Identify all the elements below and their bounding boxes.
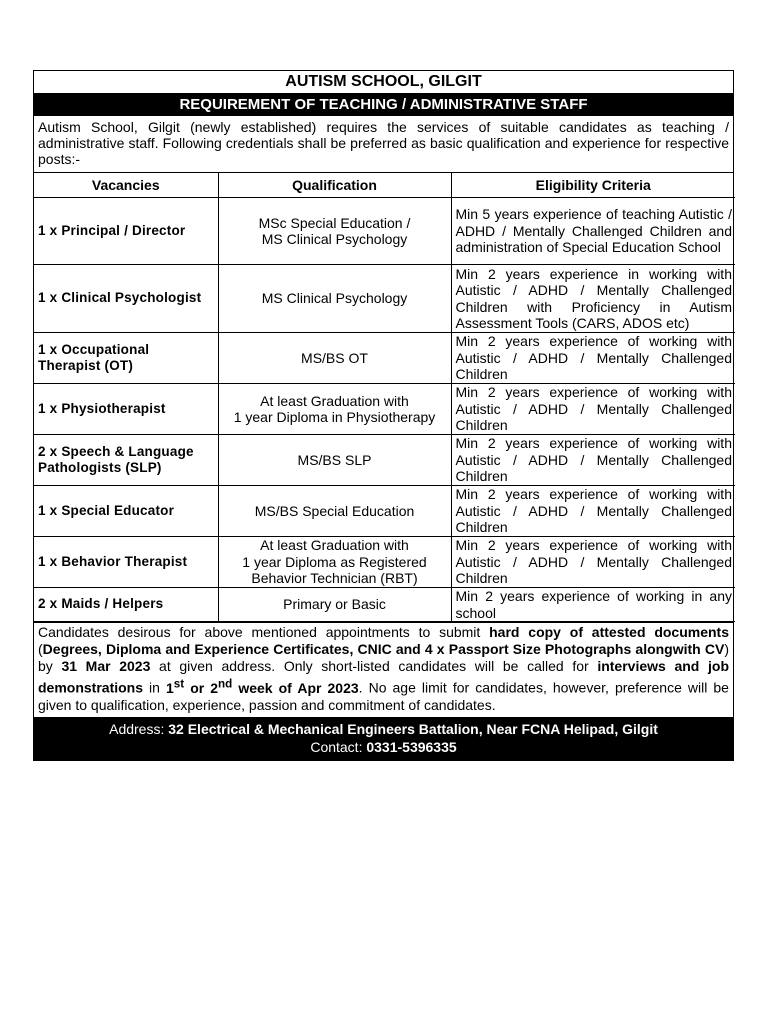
eligibility-cell: Min 2 years experience of working with Autistic / ADHD / Mentally Challenged Children <box>451 537 735 588</box>
instructions-text: at given address. Only short-listed candidates will be called for <box>150 658 598 674</box>
qualification-cell: MSc Special Education / MS Clinical Psychology <box>218 198 451 265</box>
instructions-text: ) by <box>38 641 729 674</box>
qualification-cell: Primary or Basic <box>218 588 451 622</box>
table-row <box>34 588 735 622</box>
table-header-row <box>34 173 735 198</box>
table-row <box>34 333 735 384</box>
eligibility-cell: Min 2 years experience of working with Autistic / ADHD / Mentally Challenged Children <box>451 333 735 384</box>
instructions-bold: hard copy of attested documents <box>489 624 729 640</box>
week-number: 1 <box>166 679 174 696</box>
deadline-date: 31 Mar 2023 <box>61 658 151 674</box>
qualification-cell: At least Graduation with 1 year Diploma as Registered Behavior Technician (RBT) <box>218 537 451 588</box>
qualification-cell: MS Clinical Psychology <box>218 265 451 333</box>
table-row <box>34 537 735 588</box>
instructions-text: Candidates desirous for above mentioned appointments to submit <box>38 624 490 640</box>
ordinal-suffix: st <box>173 677 185 690</box>
table-row <box>34 384 735 435</box>
qualification-cell: At least Graduation with 1 year Diploma in Physiotherapy <box>218 384 451 435</box>
vacancy-cell: 1 x Principal / Director <box>34 198 218 265</box>
instructions-text: ( <box>38 641 43 657</box>
contact-line <box>34 738 733 756</box>
application-instructions <box>34 622 733 717</box>
instructions-text: in <box>143 679 166 696</box>
qualification-cell: MS/BS OT <box>218 333 451 384</box>
instructions-text: . No age limit for candidates, however, preference will be given to qualification, experience, passion and commitment of candidates. <box>38 679 729 713</box>
job-advertisement <box>33 70 734 761</box>
eligibility-cell: Min 2 years experience of working with Autistic / ADHD / Mentally Challenged Children <box>451 435 735 486</box>
table-row <box>34 486 735 537</box>
table-row <box>34 435 735 486</box>
column-header-vacancies: Vacancies <box>34 173 218 198</box>
eligibility-cell: Min 5 years experience of teaching Autistic / ADHD / Mentally Challenged Children and administration of Special Education School <box>451 198 735 265</box>
instructions-bold: interviews and job demonstrations <box>38 658 729 696</box>
vacancy-cell: 2 x Maids / Helpers <box>34 588 218 622</box>
vacancy-cell: 1 x Behavior Therapist <box>34 537 218 588</box>
qualification-cell: MS/BS Special Education <box>218 486 451 537</box>
contact-label: Contact: <box>310 738 367 755</box>
eligibility-cell: Min 2 years experience of working in any school <box>451 588 735 622</box>
column-header-eligibility: Eligibility Criteria <box>451 173 735 198</box>
vacancy-cell: 1 x Clinical Psychologist <box>34 265 218 333</box>
table-row <box>34 265 735 333</box>
week-text: week of Apr 2023 <box>232 679 359 696</box>
school-title: AUTISM SCHOOL, GILGIT <box>34 71 733 94</box>
address-block <box>34 717 733 760</box>
required-documents: Degrees, Diploma and Experience Certificates, CNIC and 4 x Passport Size Photographs alongwith CV <box>42 641 725 657</box>
vacancy-cell: 1 x Physiotherapist <box>34 384 218 435</box>
interview-week <box>166 677 359 696</box>
eligibility-cell: Min 2 years experience in working with Autistic / ADHD / Mentally Challenged Children with Proficiency in Autism Assessment Tools (CARS, ADOS etc) <box>451 265 735 333</box>
vacancy-cell: 1 x Special Educator <box>34 486 218 537</box>
table-row <box>34 198 735 265</box>
vacancy-cell: 1 x Occupational Therapist (OT) <box>34 333 218 384</box>
qualification-cell: MS/BS SLP <box>218 435 451 486</box>
address-line <box>34 720 733 738</box>
vacancies-table <box>34 173 735 622</box>
address-value: 32 Electrical & Mechanical Engineers Battalion, Near FCNA Helipad, Gilgit <box>168 720 658 737</box>
contact-number: 0331-5396335 <box>366 738 457 755</box>
vacancy-cell: 2 x Speech & Language Pathologists (SLP) <box>34 435 218 486</box>
eligibility-cell: Min 2 years experience of working with Autistic / ADHD / Mentally Challenged Children <box>451 384 735 435</box>
week-number: or 2 <box>184 679 219 696</box>
eligibility-cell: Min 2 years experience of working with Autistic / ADHD / Mentally Challenged Children <box>451 486 735 537</box>
column-header-qualification: Qualification <box>218 173 451 198</box>
ad-subtitle: REQUIREMENT OF TEACHING / ADMINISTRATIVE STAFF <box>34 94 733 116</box>
address-label: Address: <box>109 720 169 737</box>
intro-paragraph: Autism School, Gilgit (newly established) requires the services of suitable candidates as teaching / administrative staff. Following credentials shall be preferred as basic qualification and experience for respective posts:- <box>34 116 733 173</box>
ordinal-suffix: nd <box>218 677 233 690</box>
